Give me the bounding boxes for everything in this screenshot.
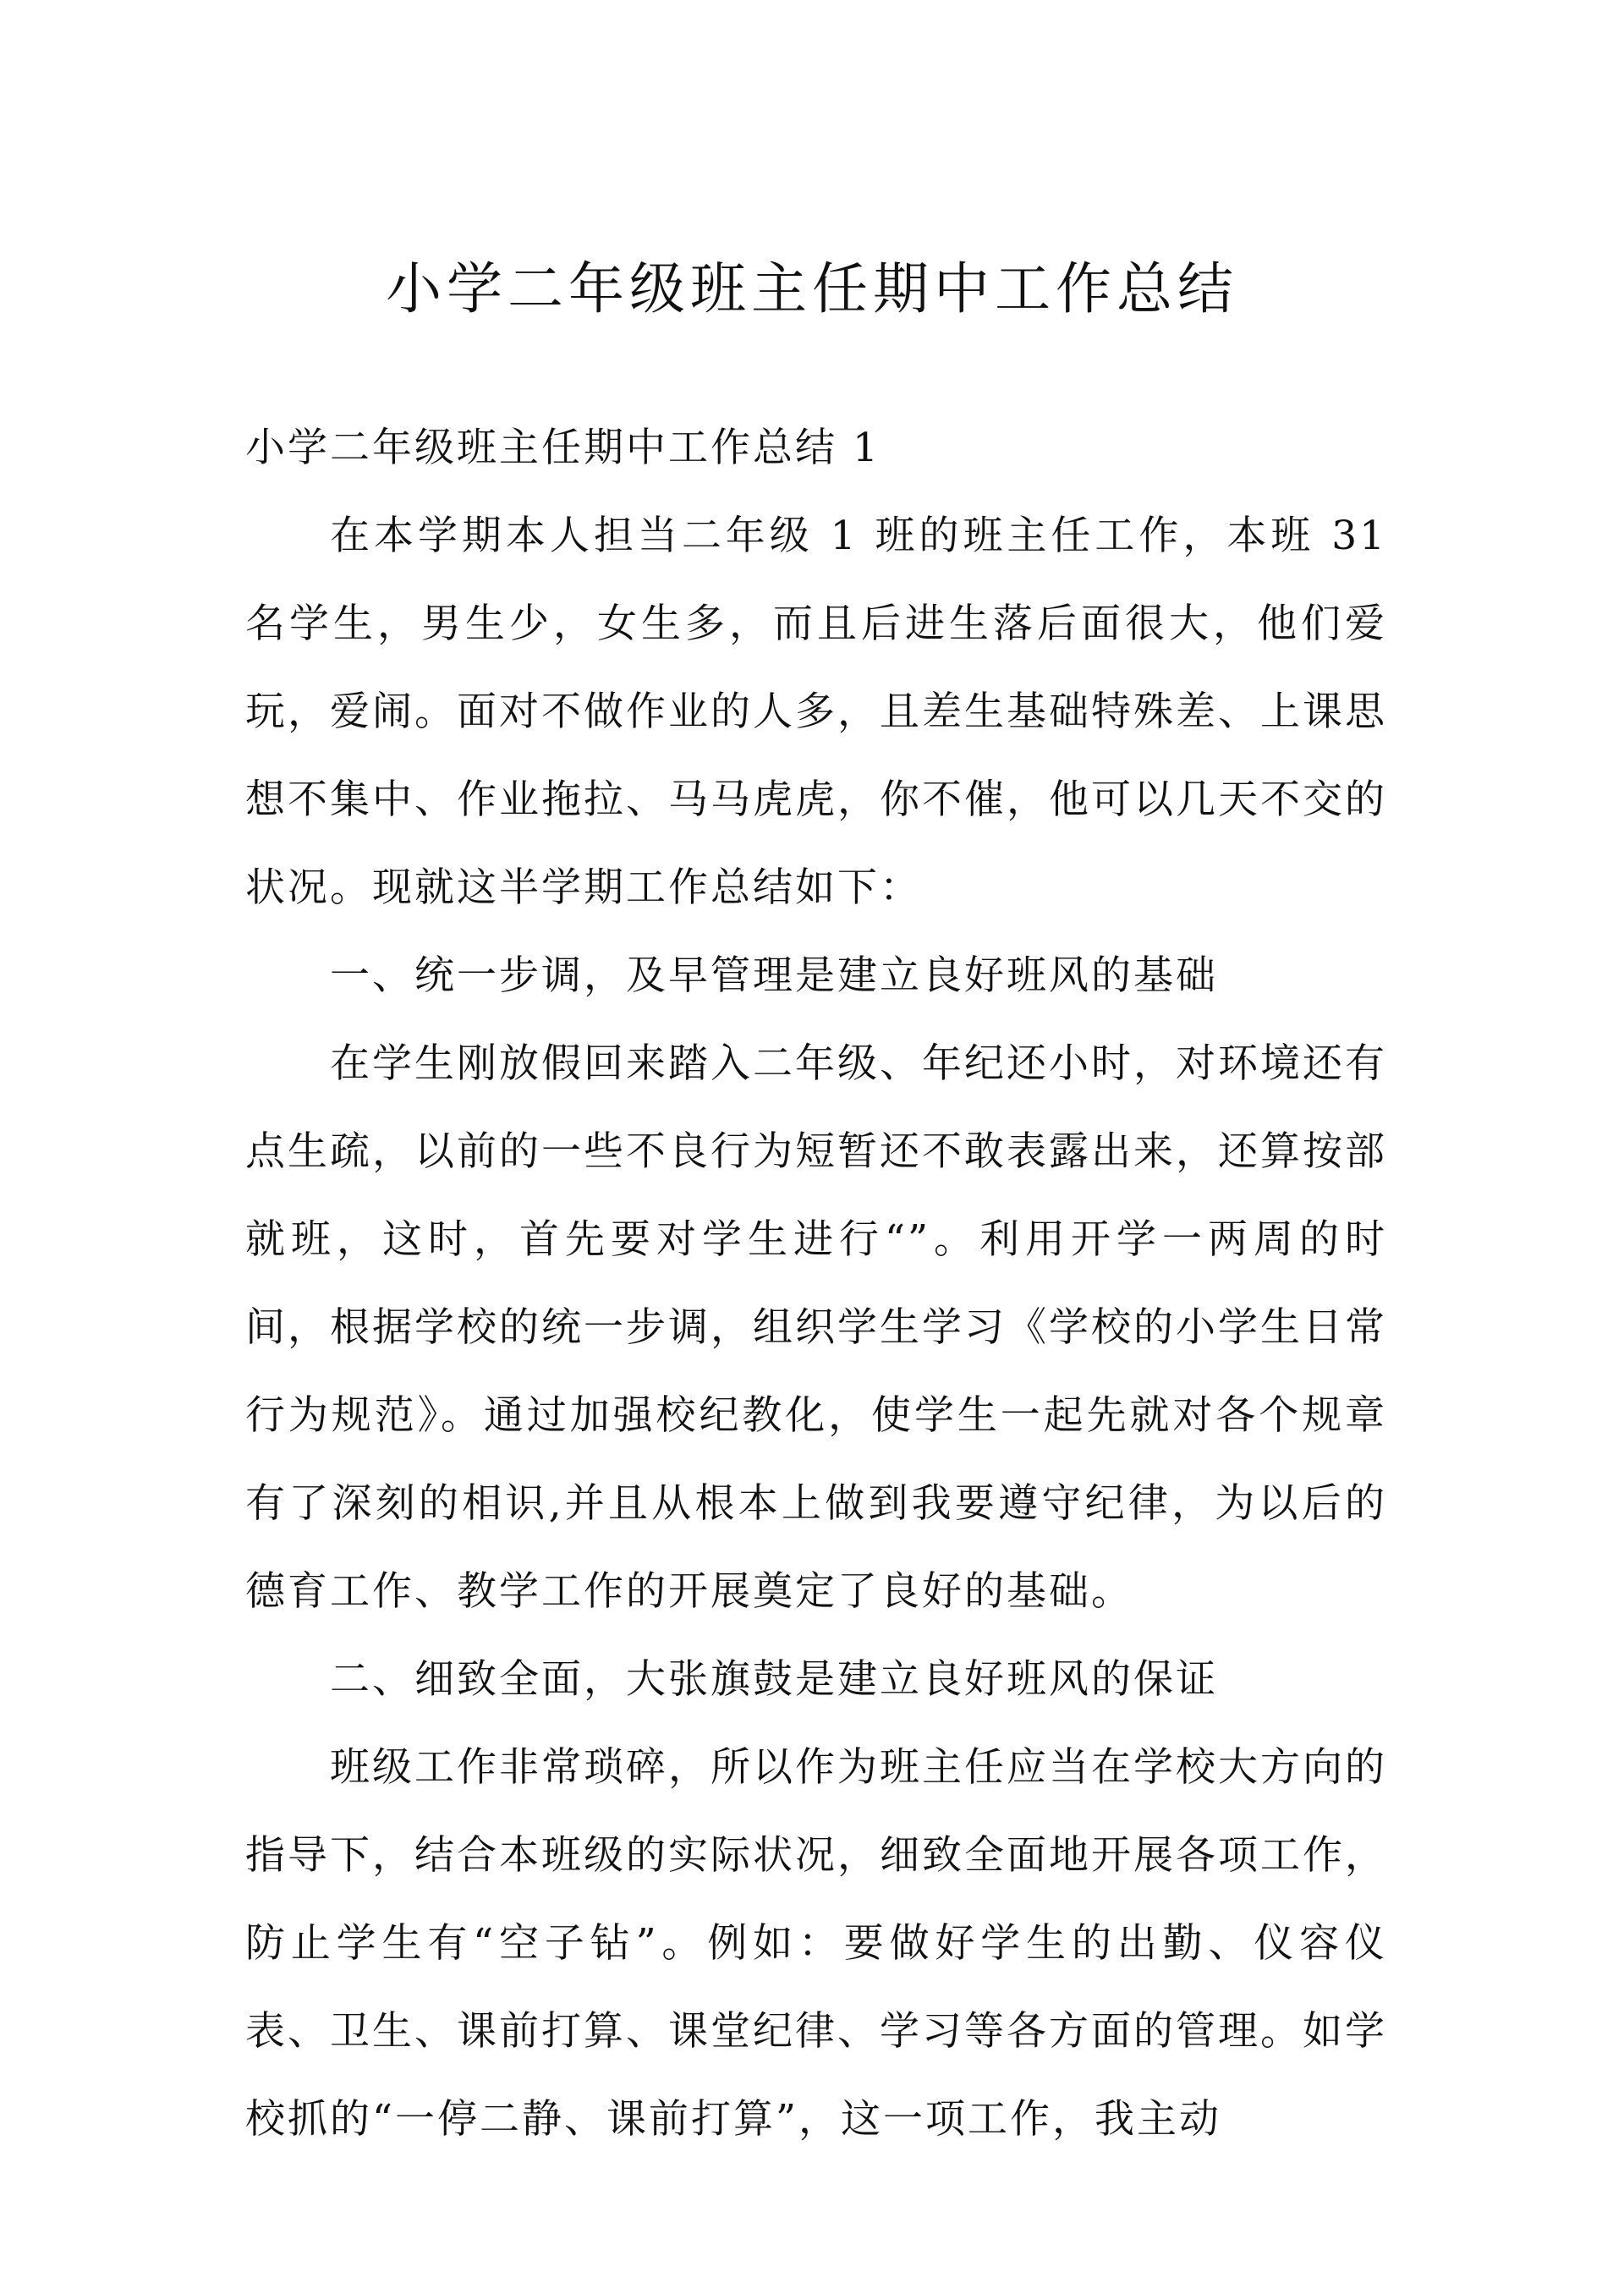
section-heading-1: 一、统一步调，及早管理是建立良好班风的基础 [330, 952, 1218, 999]
section-heading-2: 二、细致全面，大张旗鼓是建立良好班风的保证 [330, 1656, 1218, 1703]
document-title: 小学二年级班主任期中工作总结 [386, 256, 1238, 321]
paragraph-intro: 在本学期本人担当二年级 1 班的班主任工作，本班 31 名学生，男生少，女生多，而且后进生落后面很大，他们爱玩，爱闹。面对不做作业的人多，且差生基础特殊差、上课思想不集中、作业拖拉、马马虎虎，你不催，他可以几天不交的状况。现就这半学期工作总结如下： [245, 513, 1387, 911]
paragraph-section-1: 在学生刚放假回来踏入二年级、年纪还小时，对环境还有点生疏，以前的一些不良行为短暂还不敢表露出来，还算按部就班，这时，首先要对学生进行“”。利用开学一两周的时间，根据学校的统一步调，组织学生学习《学校的小学生日常行为规范》。通过加强校纪教化，使学生一起先就对各个规章有了深刻的相识,并且从根本上做到我要遵守纪律，为以后的德育工作、教学工作的开展奠定了良好的基础。 [245, 1040, 1387, 1615]
document-body [245, 404, 1387, 2164]
section-subtitle: 小学二年级班主任期中工作总结 1 [245, 425, 881, 471]
paragraph-section-2: 班级工作非常琐碎，所以作为班主任应当在学校大方向的指导下，结合本班级的实际状况，细致全面地开展各项工作，防止学生有“空子钻”。例如：要做好学生的出勤、仪容仪表、卫生、课前打算、课堂纪律、学习等各方面的管理。如学校抓的“一停二静、课前打算”，这一项工作，我主动 [245, 1744, 1387, 2143]
